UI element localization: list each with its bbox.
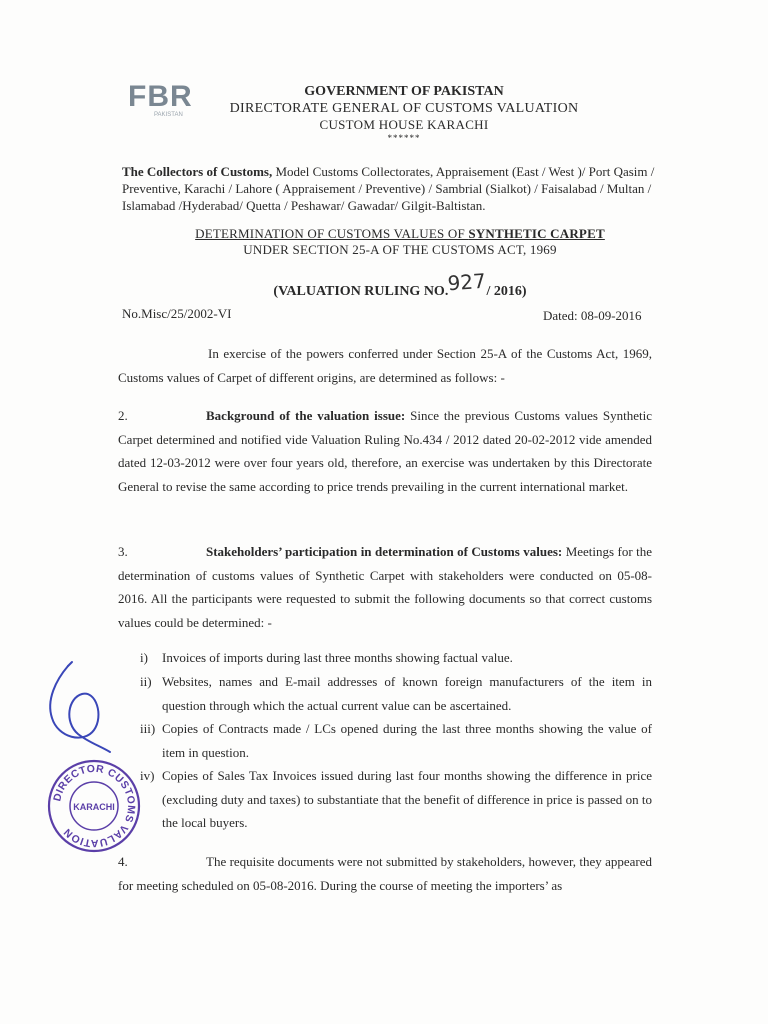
ruling-prefix: (VALUATION RULING NO. [273, 284, 449, 299]
paragraph-4 [118, 850, 652, 897]
list-text: Websites, names and E-mail addresses of known foreign manufacturers of the item in question through which the actual current value can be ascertained. [162, 674, 652, 713]
intro-paragraph [118, 342, 652, 389]
paragraph-3-text: Meetings for the determination of customs values of Synthetic Carpet with stakeholders were conducted on 05-08-2016. All the participants were requested to submit the following documents so that correct customs values could be determined: - [118, 544, 652, 630]
list-text: Invoices of imports during last three months showing factual value. [162, 650, 513, 665]
ruling-handwritten-number: 927 [447, 268, 487, 296]
intro-text: In exercise of the powers conferred under Section 25-A of the Customs Act, 1969, Customs values of Carpet of different origins, are determined as follows: - [118, 346, 652, 385]
list-marker: ii) [140, 674, 152, 689]
list-item [140, 646, 652, 670]
date: Dated: 08-09-2016 [543, 308, 642, 323]
subject-line-2: UNDER SECTION 25-A OF THE CUSTOMS ACT, 1969 [243, 242, 557, 257]
valuation-ruling-number [200, 268, 600, 300]
header-asterisks: ****** [387, 133, 421, 143]
paragraph-4-text: The requisite documents were not submitted by stakeholders, however, they appeared for meeting scheduled on 05-08-2016. During the course of meeting the importers’ as [118, 854, 652, 893]
paragraph-2-heading: Background of the valuation issue: [206, 408, 406, 423]
subject-line-1 [150, 226, 650, 242]
paragraph-3-number: 3. [118, 544, 128, 559]
list-marker: iii) [140, 721, 156, 736]
logo-text: FBR [128, 80, 193, 113]
logo-subtext: PAKISTAN [154, 112, 183, 118]
directorate-stamp [46, 758, 142, 854]
list-item [140, 670, 652, 717]
paragraph-2-number: 2. [118, 408, 128, 423]
list-text: Copies of Contracts made / LCs opened during the last three months showing the value of item in question. [162, 721, 652, 760]
paragraph-2 [118, 404, 652, 498]
ruling-suffix: / 2016) [486, 284, 527, 299]
list-item [140, 764, 652, 835]
addressees [122, 163, 667, 214]
addressees-lead: The Collectors of Customs, [122, 164, 273, 179]
paragraph-2-text: Since the previous Customs values Synthetic Carpet determined and notified vide Valuation Ruling No.434 / 2012 dated 20-02-2012 vide amended dated 12-03-2012 were over four years old, therefore, an exercise was undertaken by this Directorate General to revise the same according to price trends prevailing in the current international market. [118, 408, 652, 494]
header-government: GOVERNMENT OF PAKISTAN [304, 84, 504, 99]
paragraph-4-number: 4. [118, 854, 128, 869]
signature [38, 660, 118, 756]
header-custom-house: CUSTOM HOUSE KARACHI [319, 117, 489, 132]
file-number: No.Misc/25/2002-VI [122, 306, 232, 321]
paragraph-3-heading: Stakeholders’ participation in determination of Customs values: [206, 544, 563, 559]
paragraph-3 [118, 540, 652, 634]
list-item [140, 717, 652, 764]
stamp-center-text: KARACHI [73, 802, 115, 812]
list-text: Copies of Sales Tax Invoices issued during last four months showing the difference in price (excluding duty and taxes) to substantiate that the benefit of difference in price is passed on to the local buyers. [162, 768, 652, 830]
list-marker: i) [140, 650, 148, 665]
subject-part-1: DETERMINATION OF CUSTOMS VALUES OF [195, 226, 469, 241]
header-directorate: DIRECTORATE GENERAL OF CUSTOMS VALUATION [229, 101, 579, 116]
addressees-list: Model Customs Collectorates, Appraisement (East / West )/ Port Qasim / Preventive, Karachi / Lahore ( Appraisement / Preventive) / Sambrial (Sialkot) / Faisalabad / Multan / Islamabad /Hyderabad/ Quetta / Peshawar/ Gawadar/ Gilgit-Baltistan. [122, 164, 655, 213]
subject-part-2: SYNTHETIC CARPET [468, 226, 605, 241]
stamp-ring-text: DIRECTOR CUSTOMS VALUATION [51, 762, 138, 850]
list-marker: iv) [140, 768, 155, 783]
